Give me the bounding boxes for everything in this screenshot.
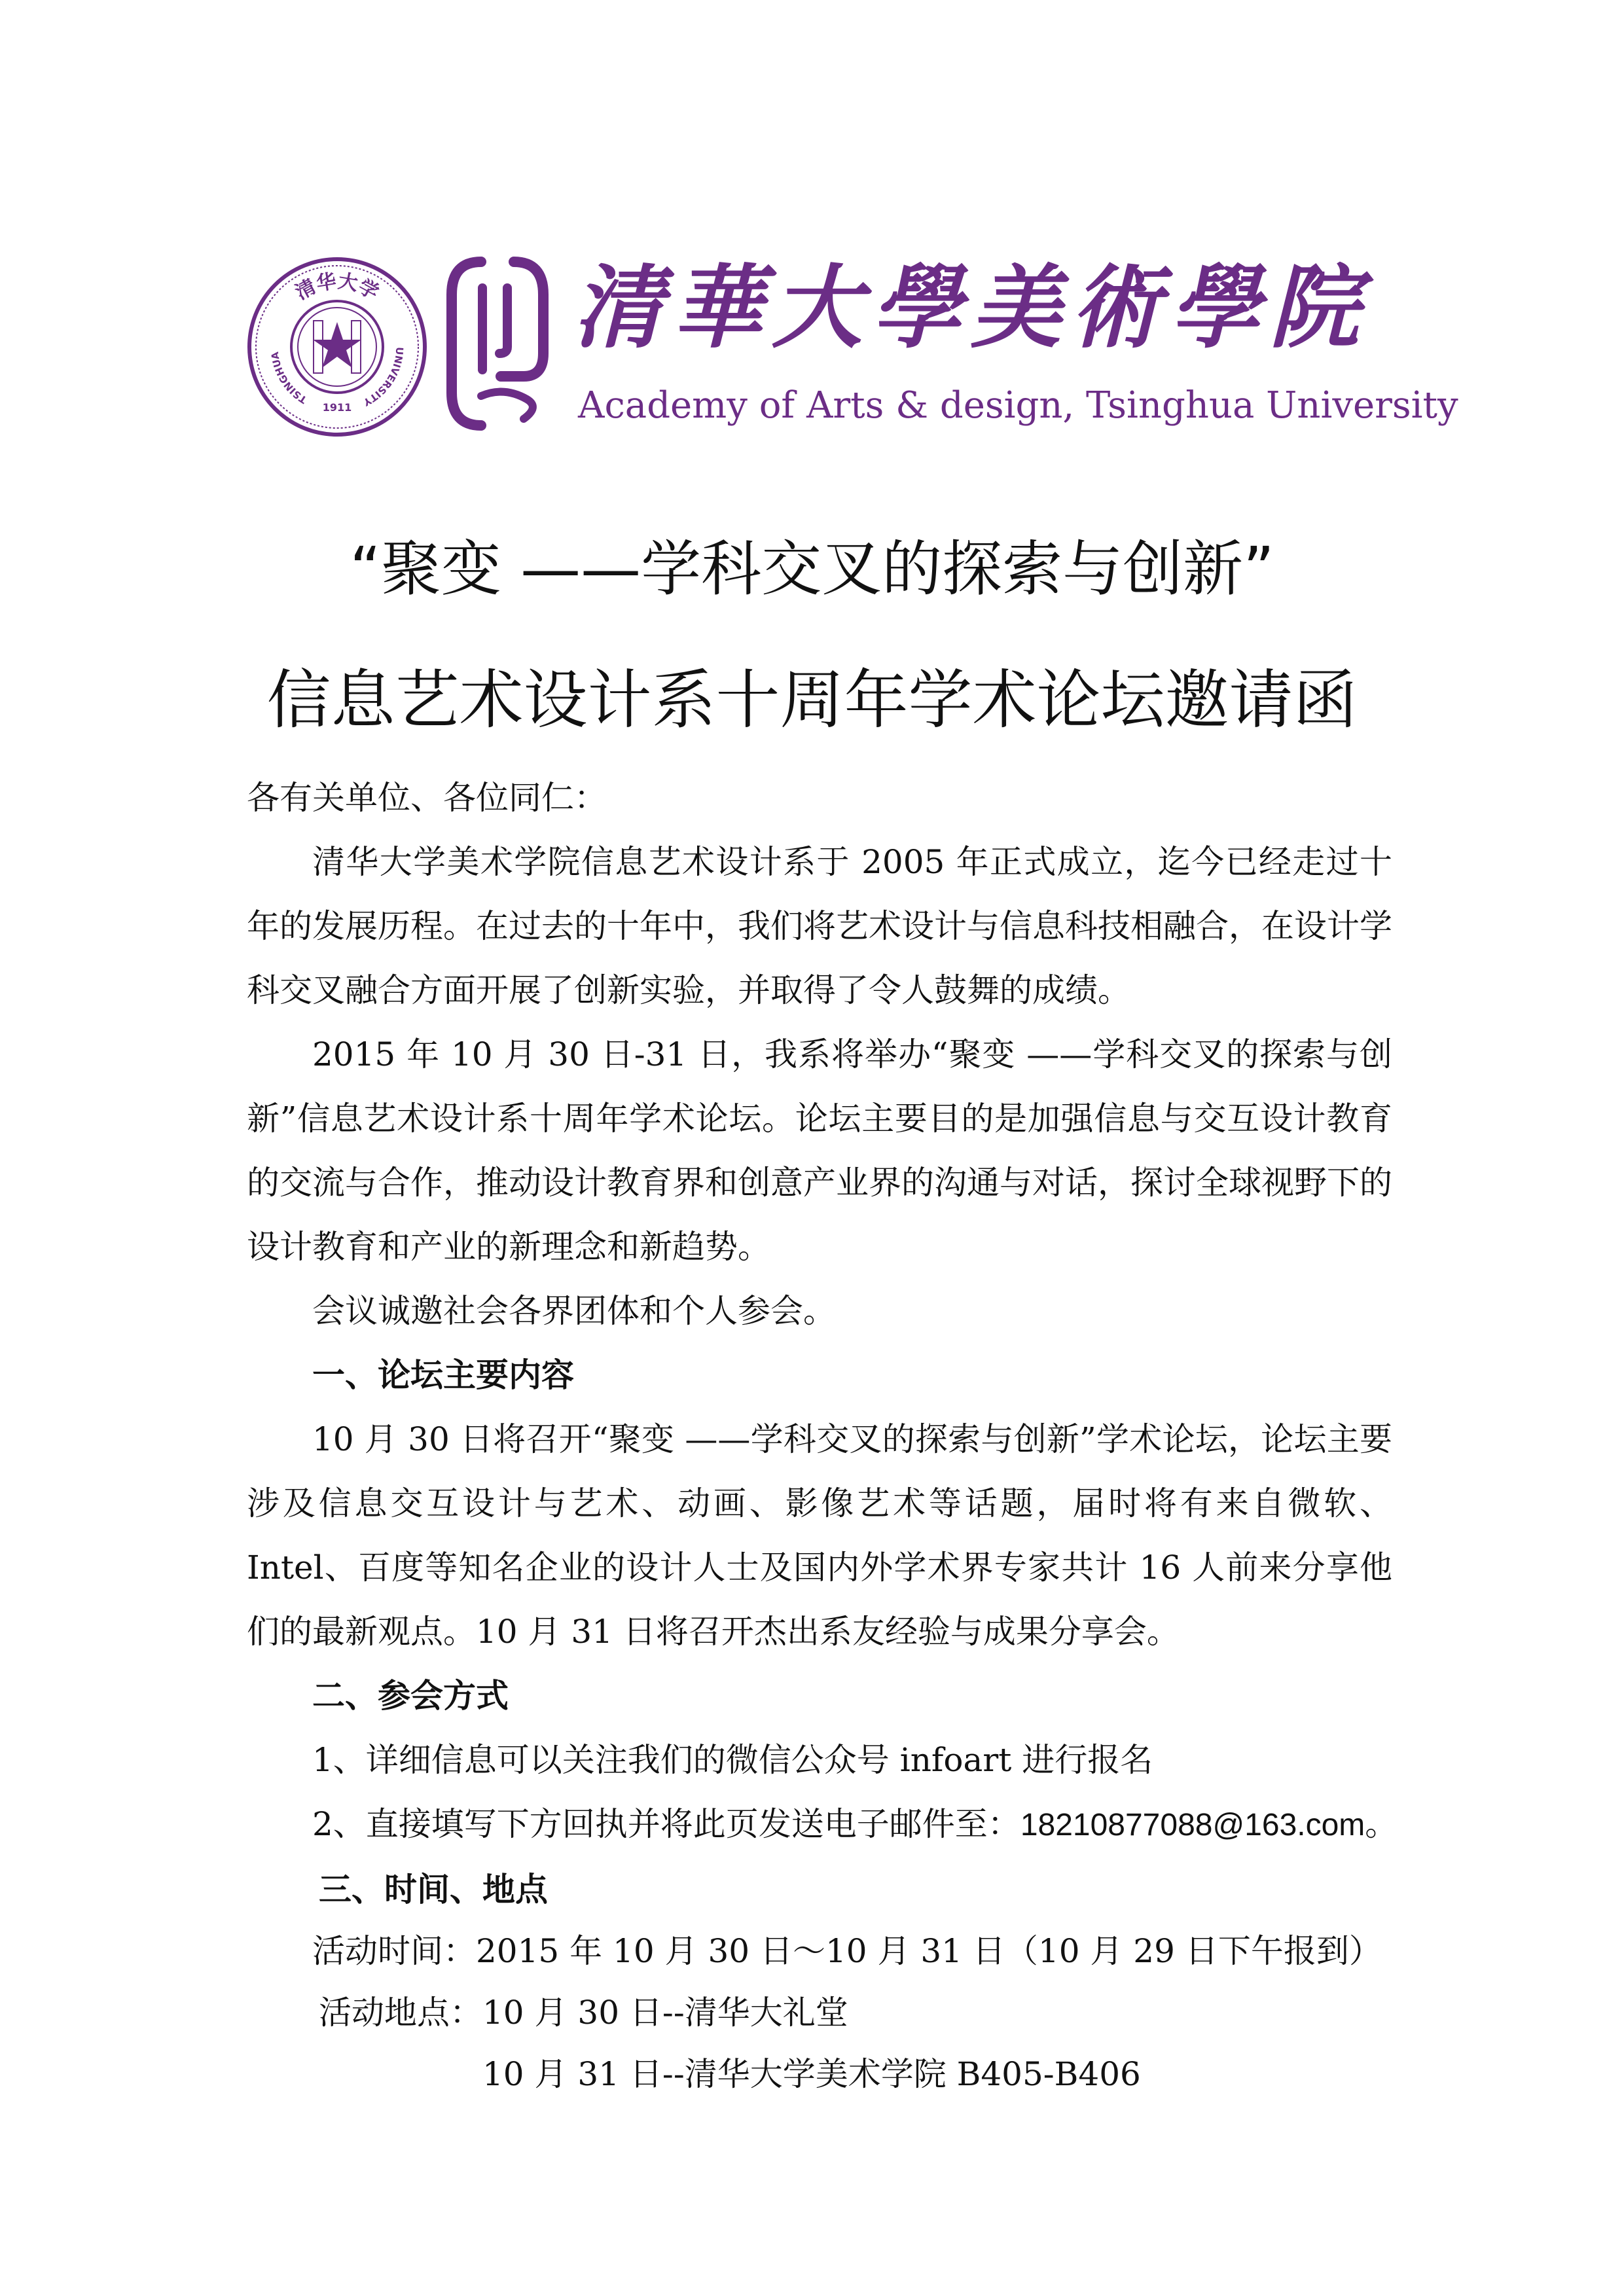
forum-title: “聚变 ——学科交叉的探索与创新” [350, 534, 1274, 604]
attendance-item-email [312, 1792, 1458, 1857]
svg-text:清华大学 [292, 270, 383, 304]
seal-left-text: TSINGHUA [268, 351, 309, 406]
seal-year: 1911 [322, 401, 352, 414]
event-time: 活动时间：2015 年 10 月 30 日～10 月 31 日（10 月 29 日下午报到） [312, 1932, 1382, 1970]
event-place-second-day: 10 月 31 日--清华大学美术学院 B405-B406 [482, 2055, 1141, 2093]
academy-name-english: Academy of Arts & design, Tsinghua University [578, 384, 1458, 427]
greeting: 各有关单位、各位同仁： [247, 779, 607, 817]
university-seal-logo [245, 255, 429, 439]
letterhead [245, 249, 1458, 445]
email-address[interactable]: 18210877088@163.com [1020, 1808, 1365, 1842]
attendance-item-email-prefix: 2、直接填写下方回执并将此页发送电子邮件至： [312, 1805, 1020, 1843]
content-paragraph: 10 月 30 日将召开“聚变 ——学科交叉的探索与创新”学术论坛，论坛主要涉及信息交互设计与艺术、动画、影像艺术等话题，届时将有来自微软、Intel、百度等知名企业的设计人士及国内外学术界专家共计 16 人前来分享他们的最新观点。10 月 31 日将召开杰出系友经验与成果分享会。 [247, 1420, 1392, 1651]
academy-name-chinese: 清華大學美術學院 [573, 254, 1369, 361]
invite-paragraph: 会议诚邀社会各界团体和个人参会。 [312, 1292, 836, 1330]
academy-mark-logo [442, 255, 553, 432]
star-icon [313, 322, 361, 368]
intro-paragraph: 清华大学美术学院信息艺术设计系于 2005 年正式成立，迄今已经走过十年的发展历程。在过去的十年中，我们将艺术设计与信息科技相融合，在设计学科交叉融合方面开展了创新实验，并取得了令人鼓舞的成绩。 [247, 843, 1392, 1009]
seal-top-text: 清华大学 [291, 270, 383, 305]
section-heading-attendance: 二、参会方式 [312, 1676, 509, 1715]
attendance-item-email-suffix: 。 [1365, 1805, 1398, 1843]
invitation-title: 信息艺术设计系十周年学术论坛邀请函 [266, 663, 1358, 738]
forum-paragraph: 2015 年 10 月 30 日-31 日，我系将举办“聚变 ——学科交叉的探索与创新”信息艺术设计系十周年学术论坛。论坛主要目的是加强信息与交互设计教育的交流与合作，推动设计教育界和创意产业界的沟通与对话，探讨全球视野下的设计教育和产业的新理念和新趋势。 [247, 1035, 1392, 1266]
seal-right-text: UNIVERSITY [361, 346, 406, 408]
section-heading-content: 一、论坛主要内容 [312, 1355, 574, 1394]
section-heading-time-place: 三、时间、地点 [319, 1870, 548, 1909]
attendance-item-wechat: 1、详细信息可以关注我们的微信公众号 infoart 进行报名 [312, 1741, 1153, 1779]
event-place: 活动地点：10 月 30 日--清华大礼堂 [319, 1994, 848, 2032]
